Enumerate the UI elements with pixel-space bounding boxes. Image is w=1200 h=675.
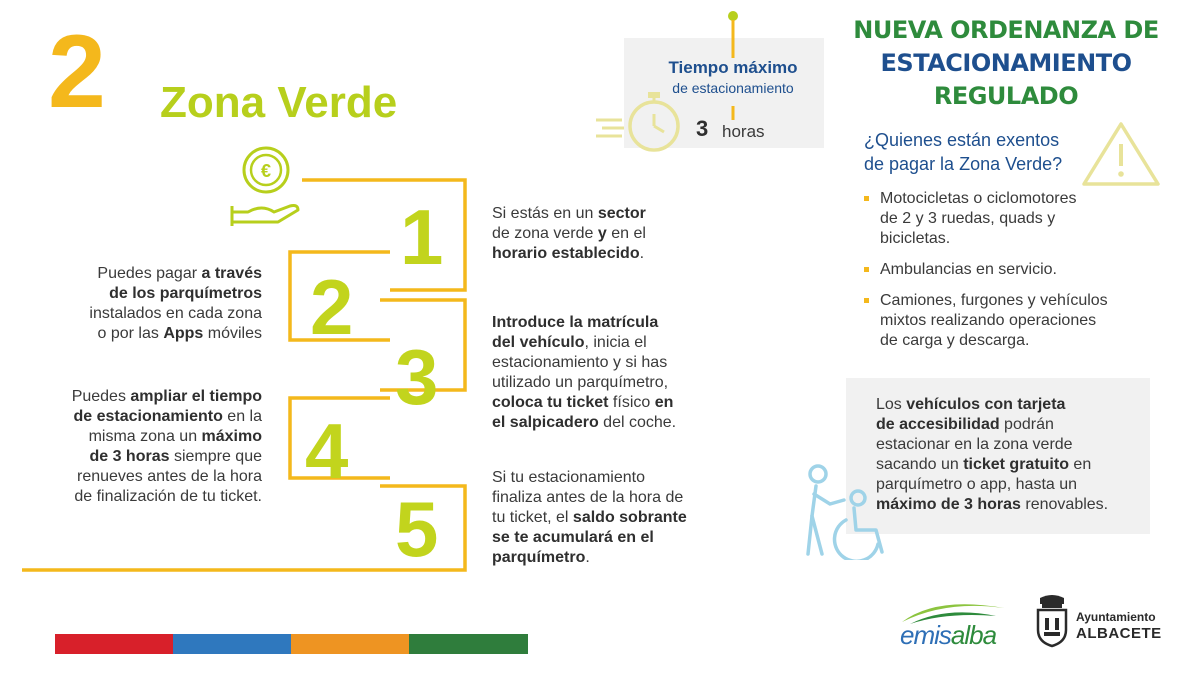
text-line: renueves antes de la hora [76,468,262,485]
max-time-title: Tiempo máximo [668,58,798,77]
step-number-4: 4 [305,407,349,495]
text-line: de 3 horas siempre que [89,448,262,465]
step-text-4 [20,387,262,507]
step-text-5 [492,468,732,568]
step-text-1 [492,204,732,264]
text-line: sacando un ticket gratuito en [876,456,1092,473]
step-number-3: 3 [395,333,439,421]
text-line: de carga y descarga. [880,332,1030,349]
step-text-2 [20,264,262,344]
text-line: Puedes pagar a través [97,265,262,282]
warning-icon [1080,118,1162,188]
text-line: parquímetro o app, hasta un [876,476,1078,493]
emisalba-logo [900,620,996,651]
text-line: Si estás en un sector [492,205,646,222]
text-line: de 2 y 3 ruedas, quads y [880,210,1056,227]
text-line: de finalización de tu ticket. [74,488,262,505]
text-line: o por las Apps móviles [97,325,262,342]
svg-text:€: € [260,161,272,181]
max-time-value: 3 [696,116,709,141]
exemptions-question [864,128,1062,176]
ordinance-title-line2b: REGULADO [933,82,1079,110]
accessibility-text [876,395,1122,515]
color-bar-orange [291,634,409,654]
text-line: Motocicletas o ciclomotores [880,190,1077,207]
text-line: de los parquímetros [109,285,262,302]
ordinance-title [846,14,1166,113]
text-line: de accesibilidad podrán [876,416,1054,433]
max-time-unit: horas [722,122,765,141]
text-line: Ambulancias en servicio. [880,261,1057,278]
text-line: de estacionamiento en la [73,408,262,425]
text-line: el salpicadero del coche. [492,414,677,431]
text-line: instalados en cada zona [89,305,262,322]
exemptions-question-line2: de pagar la Zona Verde? [864,154,1063,174]
text-line: utilizado un parquímetro, [492,374,669,391]
text-line: finaliza antes de la hora de [492,489,684,506]
text-line: se te acumulará en el [492,529,654,546]
ayuntamiento-label: Ayuntamiento [1076,610,1156,624]
section-title: Zona Verde [160,78,398,127]
step-number-2: 2 [310,263,354,351]
ordinance-title-line2a: ESTACIONAMIENTO [880,49,1132,77]
albacete-label: ALBACETE [1076,625,1162,642]
step-number-1: 1 [400,193,444,281]
text-line: estacionamiento y si has [492,354,668,371]
text-line: Puedes ampliar el tiempo [71,388,262,405]
text-line: tu ticket, el saldo sobrante [492,509,687,526]
text-line: estacionar en la zona verde [876,436,1073,453]
coat-of-arms-icon [1034,592,1070,648]
text-line: del vehículo, inicia el [492,334,647,351]
text-line: de zona verde y en el [492,225,646,242]
text-line: Camiones, furgones y vehículos [880,292,1108,309]
text-line: misma zona un máximo [88,428,262,445]
ordinance-title-line1: NUEVA ORDENANZA DE [853,16,1159,44]
exemptions-question-line1: ¿Quienes están exentos [864,130,1060,150]
stopwatch-icon [592,86,702,156]
step-number-5: 5 [395,485,439,573]
emisalba-logo-b: alba [950,620,997,650]
text-line: parquímetro. [492,549,590,566]
text-line: horario establecido. [492,245,645,262]
step-text-3 [492,313,732,433]
text-line: máximo de 3 horas renovables. [876,496,1109,513]
emisalba-logo-a: emis [900,620,951,650]
text-line: mixtos realizando operaciones [880,312,1097,329]
color-bar-red [55,634,173,654]
max-time-subtitle: de estacionamiento [672,80,794,96]
color-bar-green [409,634,528,654]
color-bar-blue [173,634,291,654]
text-line: Los vehículos con tarjeta [876,396,1066,413]
text-line: Si tu estacionamiento [492,469,645,486]
text-line: bicicletas. [880,230,951,247]
wheelchair-icon [800,464,892,560]
text-line: Introduce la matrícula [492,314,659,331]
text-line: coloca tu ticket físico en [492,394,674,411]
section-number: 2 [48,14,104,130]
